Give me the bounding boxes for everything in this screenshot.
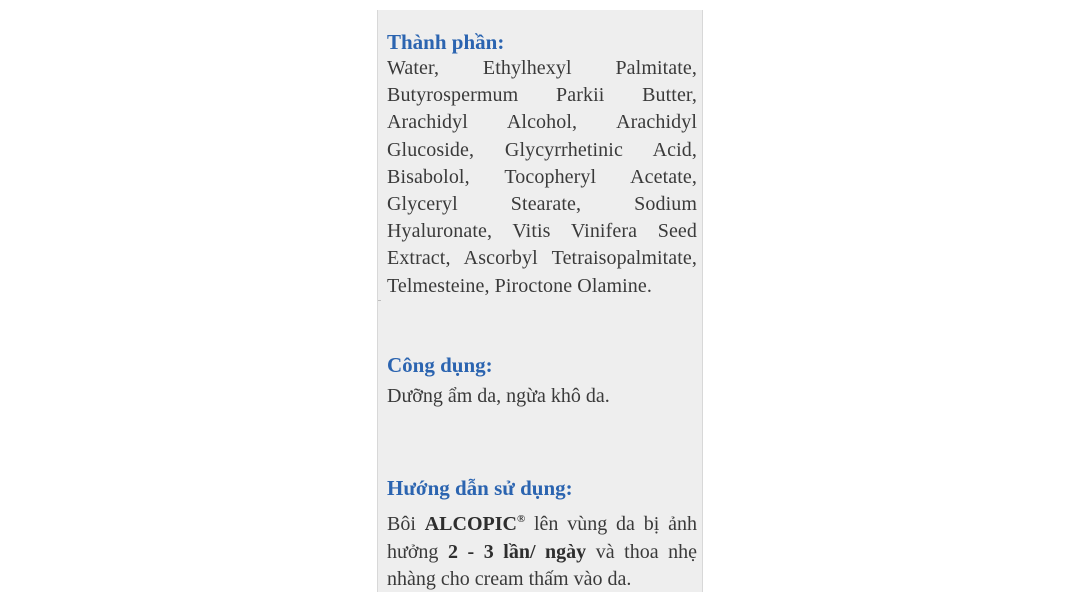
ingredients-section bbox=[387, 29, 697, 300]
directions-section bbox=[387, 475, 697, 594]
product-label-panel bbox=[377, 10, 703, 592]
directions-heading: Hướng dẫn sử dụng: bbox=[387, 476, 573, 500]
edge-mark bbox=[378, 300, 381, 301]
uses-heading: Công dụng: bbox=[387, 353, 493, 377]
directions-part1: Bôi bbox=[387, 513, 425, 535]
directions-part2: lên vùng da bị ảnh hưởng bbox=[387, 513, 697, 563]
ingredients-list: Water, Ethylhexyl Palmitate, Butyrospermum Parkii Butter, Arachidyl Alcohol, Arachidyl Glucoside, Glycyrrhetinic Acid, Bisabolol, Tocopheryl Acetate, Glyceryl Stearate, Sodium Hyaluronate, Vitis Vinifera Seed Extract, Ascorbyl Tetraisopalmitate, Telmesteine, Piroctone Olamine. bbox=[387, 57, 697, 297]
uses-text: Dưỡng ẩm da, ngừa khô da. bbox=[387, 385, 610, 407]
registered-mark: ® bbox=[516, 513, 526, 525]
frequency: 2 - 3 lần/ ngày bbox=[447, 540, 587, 563]
uses-section bbox=[387, 352, 697, 410]
brand-name: ALCOPIC bbox=[424, 513, 517, 535]
directions-part3: và thoa nhẹ nhàng cho cream thấm vào da. bbox=[387, 540, 697, 590]
directions-text bbox=[387, 506, 697, 594]
ingredients-heading: Thành phần: bbox=[387, 30, 505, 54]
